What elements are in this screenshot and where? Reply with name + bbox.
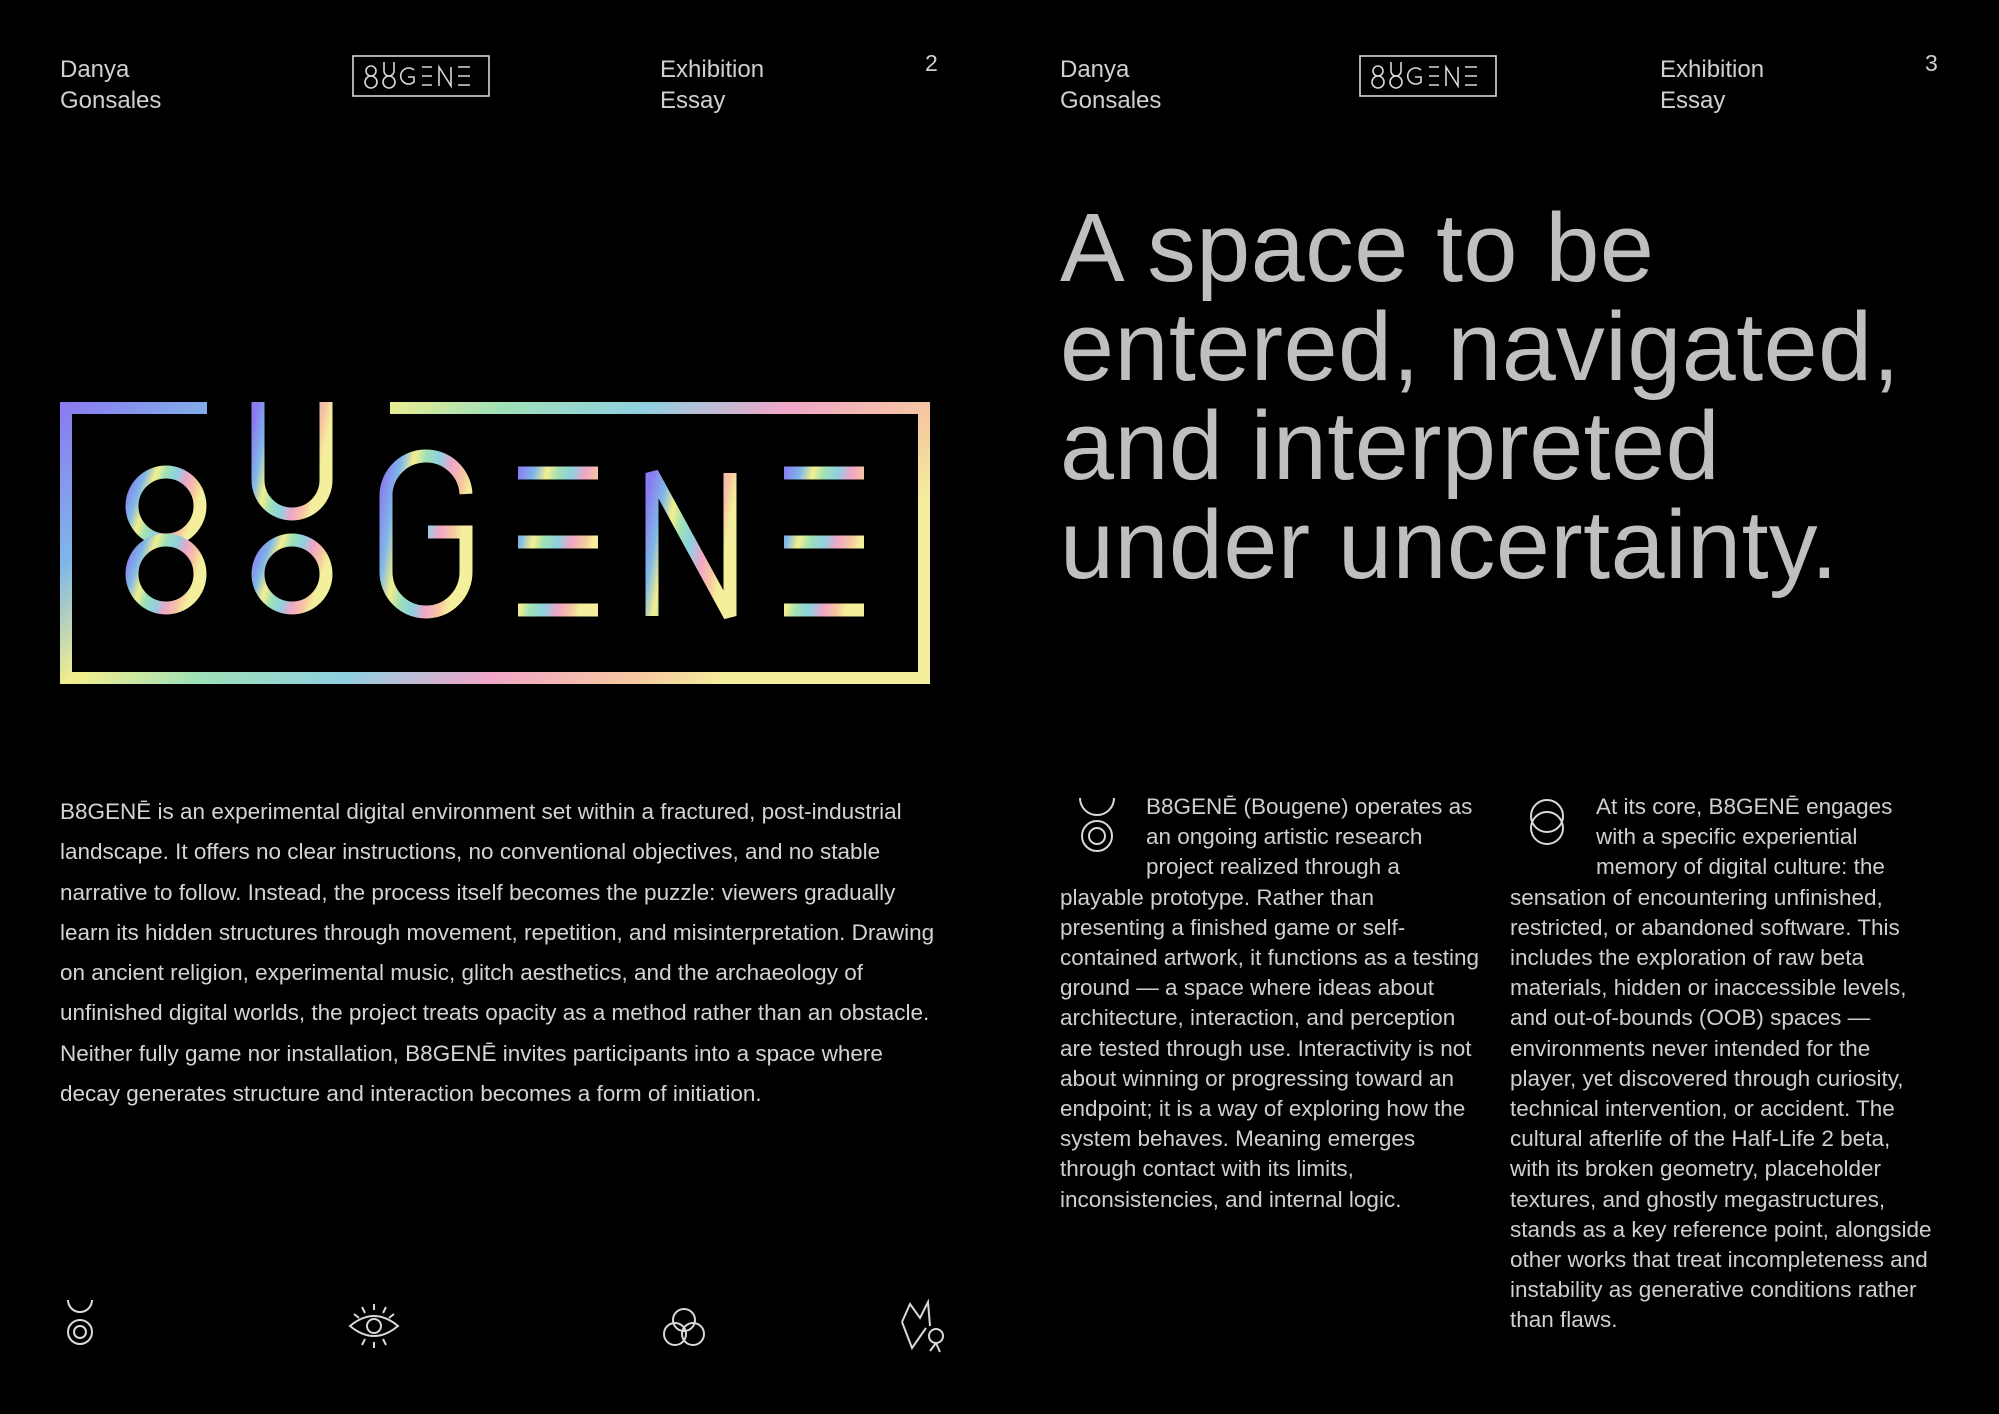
header-logo: [1359, 52, 1497, 98]
author-first-name: Danya: [60, 56, 130, 83]
crown-star-icon: [896, 1296, 952, 1356]
b8gene-logo: [60, 402, 930, 684]
essay-column-2-text: At its core, B8GENĒ engages with a specific experiential memory of digital culture: the sensation of encountering unfinished, restricted, or abandoned software. This includes the exploration of raw beta materials, hidden or inaccessible levels, and out-of-bounds (OOB) spaces — environments never intended for the player, yet discovered through curiosity, technical intervention, or accident. The cultural afterlife of the Half-Life 2 beta, with its broken geometry, placeholder textures, and ghostly megastructures, stands as a key reference point, alongside other works that treat incompleteness and instability as generative conditions rather than flaws.: [1510, 794, 1932, 1333]
essay-column-1: [1060, 792, 1485, 1215]
author-first-name: Danya: [1060, 56, 1130, 83]
intro-paragraph: B8GENĒ is an experimental digital environment set within a fractured, post-industrial landscape. It offers no clear instructions, no conventional objectives, and no stable narrative to follow. Instead, the process itself becomes the puzzle: viewers gradually learn its hidden structures through movement, repetition, and misinterpretation. Drawing on ancient religion, experimental music, glitch aesthetics, and the archaeology of unfinished digital worlds, the project treats opacity as a method rather than an obstacle. Neither fully game nor installation, B8GENĒ invites participants into a space where decay generates structure and interaction becomes a form of initiation.: [60, 799, 935, 1107]
document-type-line-2: Essay: [660, 87, 726, 114]
author-name: [60, 54, 161, 116]
taurus-symbol-icon: [54, 1296, 110, 1356]
document-type: [1660, 54, 1764, 116]
author-last-name: Gonsales: [1060, 87, 1162, 114]
document-type: [660, 54, 764, 116]
author-last-name: Gonsales: [60, 87, 162, 114]
page-number: 2: [925, 50, 938, 76]
right-page: [1000, 0, 1999, 1414]
page-number: 3: [1925, 50, 1938, 76]
document-type-line-1: Exhibition: [1660, 56, 1765, 83]
headline: A space to be entered, navigated, and interpreted under uncertainty.: [1060, 193, 1901, 599]
essay-column-2: [1510, 792, 1935, 1336]
document-type-line-1: Exhibition: [660, 56, 765, 83]
author-name: [1060, 54, 1161, 116]
double-ring-icon: [1510, 794, 1596, 870]
essay-column-1-text: B8GENĒ (Bougene) operates as an ongoing artistic research project realized through a playable prototype. Rather than presenting a finished game or self-contained artwork, it functions as a testing ground — a space where ideas about architecture, interaction, and perception are tested through use. Interactivity is not about winning or progressing toward an endpoint; it is a way of exploring how the system behaves. Meaning emerges through contact with its limits, inconsistencies, and internal logic.: [1060, 794, 1479, 1212]
sun-eye-icon: [346, 1296, 402, 1356]
document-type-line-2: Essay: [1660, 87, 1726, 114]
header-logo: [352, 52, 490, 98]
triple-ring-icon: [656, 1296, 712, 1356]
taurus-symbol-icon: [1060, 794, 1146, 870]
